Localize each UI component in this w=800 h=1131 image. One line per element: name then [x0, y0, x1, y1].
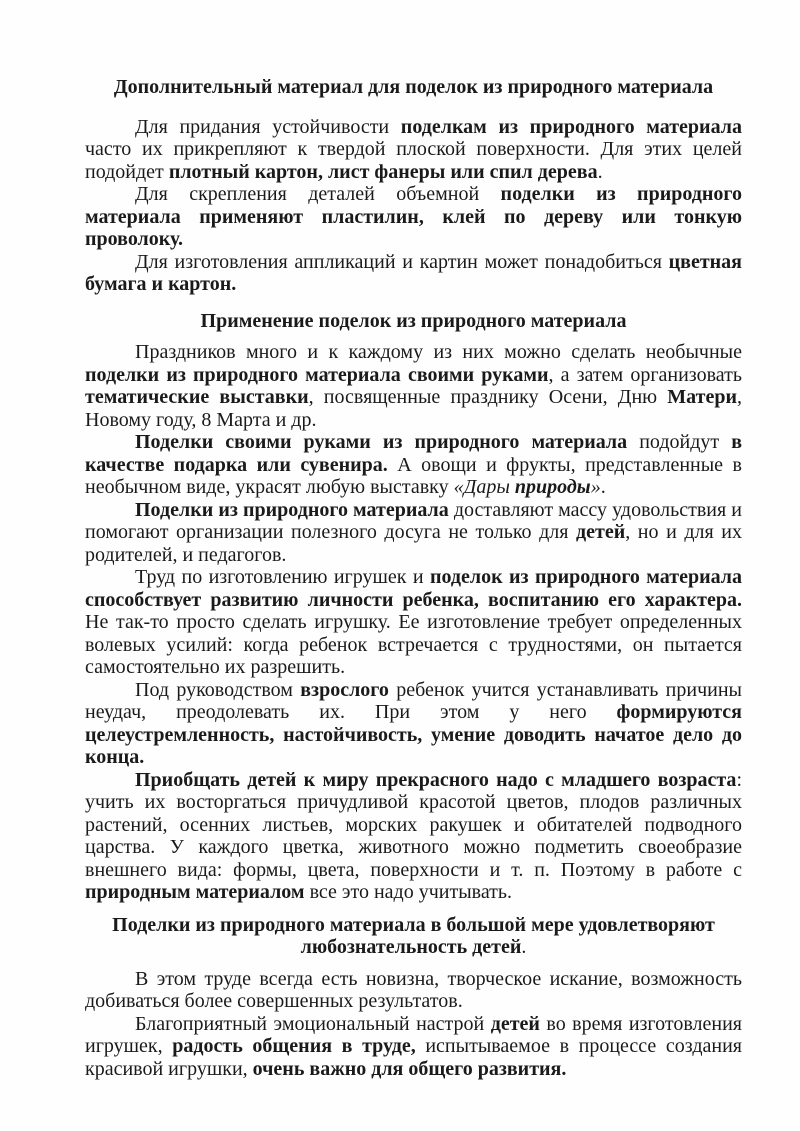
text-run: .: [597, 160, 603, 183]
paragraph-holidays: [85, 341, 742, 431]
text-run: , а затем организовать: [548, 363, 742, 386]
paragraph-pleasure: [85, 499, 742, 567]
paragraph-applique: [85, 251, 742, 296]
title-application: [85, 310, 742, 333]
text-run: Дополнительный материал для поделок из природного материала: [113, 76, 714, 98]
paragraph-beauty: [85, 769, 742, 904]
text-run: доставляют массу удовольствия и помогают организации полезного досуга не только для: [85, 498, 742, 543]
text-run: плотный картон, лист фанеры или спил дерева: [168, 160, 598, 183]
text-run: ребенок учится устанавливать причины неудач, преодолевать их. При этом у него: [85, 678, 742, 723]
text-run: очень важно для общего развития.: [252, 1057, 567, 1080]
text-run: Для придания устойчивости: [135, 115, 401, 138]
text-run: Под руководством: [135, 678, 301, 701]
text-run: Не так-то просто сделать игрушку. Ее изготовление требует определенных волевых усилий: когда ребенок встречается с трудностями, он пытается самостоятельно их разрешить.: [85, 611, 742, 678]
text-run: Применение поделок из природного материала: [200, 309, 627, 332]
text-run: А овощи и фрукты, представленные в необычном виде, украсят любую выставку: [85, 453, 742, 498]
text-run: Поделки своими руками из природного материала: [135, 431, 628, 453]
text-run: , но и для их родителей, и педагогов.: [85, 521, 742, 566]
text-run: тематические выставки: [85, 386, 309, 408]
paragraph-emotional: [85, 1013, 742, 1081]
text-run: Для скрепления деталей объемной: [135, 183, 501, 205]
paragraph-labor: [85, 566, 742, 679]
text-run: все это надо учитывать.: [304, 881, 513, 903]
text-run: детей: [490, 1012, 540, 1035]
text-run: поделки из природного материала своими руками: [85, 363, 549, 386]
paragraph-novelty: [85, 968, 742, 1013]
text-run: формируются целеустремленность, настойчивость, умение доводить начатое дело до конца.: [85, 701, 742, 768]
text-run: : учить их восторгаться причудливой красотой цветов, плодов различных растений, осенних листьев, морских ракушек и обитателей подводного царства. У каждого цветка, животного можно подметить своеобразие внешнего вида: формы, цвета, поверхности и т. п. Поэтому в работе с: [85, 768, 742, 881]
paragraph-gifts: [85, 431, 742, 499]
text-run: .: [521, 936, 527, 958]
text-run: часто их прикрепляют к твердой плоской поверхности. Для этих целей подойдет: [85, 138, 742, 183]
text-run: подойдут: [627, 431, 732, 453]
text-run: , посвященные празднику Осени, Дню: [308, 386, 668, 408]
text-run: поделки из природного материала применяют пластилин, клей по дереву или тонкую проволоку.: [85, 183, 742, 250]
text-run: Матери: [667, 386, 737, 408]
text-run: радость общения в труде,: [172, 1035, 416, 1057]
text-run: взрослого: [300, 678, 389, 701]
text-run: .: [600, 476, 606, 498]
text-run: Для изготовления аппликаций и картин может понадобиться: [135, 250, 669, 273]
text-run: Труд по изготовлению игрушек и: [135, 566, 430, 588]
title-curiosity: [85, 914, 742, 959]
text-run: »: [590, 476, 601, 498]
text-run: Благоприятный эмоциональный настрой: [135, 1012, 491, 1035]
text-run: природы: [514, 476, 591, 498]
text-run: детей: [576, 521, 626, 543]
text-run: , Новому году, 8 Марта и др.: [85, 386, 742, 431]
text-run: поделкам из природного материала: [400, 115, 742, 138]
text-run: цветная бумага и картон.: [85, 250, 742, 295]
text-run: во время изготовления игрушек,: [85, 1012, 742, 1057]
text-run: поделок из природного материала способствует развитию личности ребенка, воспитанию его характера.: [85, 566, 742, 611]
text-run: «Дары: [453, 476, 515, 498]
text-run: природным материалом: [85, 881, 305, 903]
paragraph-stability: [85, 116, 742, 184]
text-run: Поделки из природного материала в большой мере удовлетворяют любознательность детей: [112, 913, 715, 958]
title-additional-material: [85, 76, 742, 99]
text-run: испытываемое в процессе создания красивой игрушки,: [85, 1035, 742, 1080]
paragraph-fastening: [85, 183, 742, 251]
paragraph-guidance: [85, 679, 742, 769]
document-content: [85, 76, 742, 1080]
text-run: В этом труде всегда есть новизна, творческое искание, возможность добиваться более совершенных результатов.: [85, 967, 742, 1012]
text-run: Праздников много и к каждому из них можно сделать необычные: [135, 341, 742, 363]
text-run: Поделки из природного материала: [135, 498, 449, 521]
text-run: Приобщать детей к миру прекрасного надо с младшего возраста: [135, 768, 737, 791]
text-run: в качестве подарка или сувенира.: [85, 431, 742, 476]
